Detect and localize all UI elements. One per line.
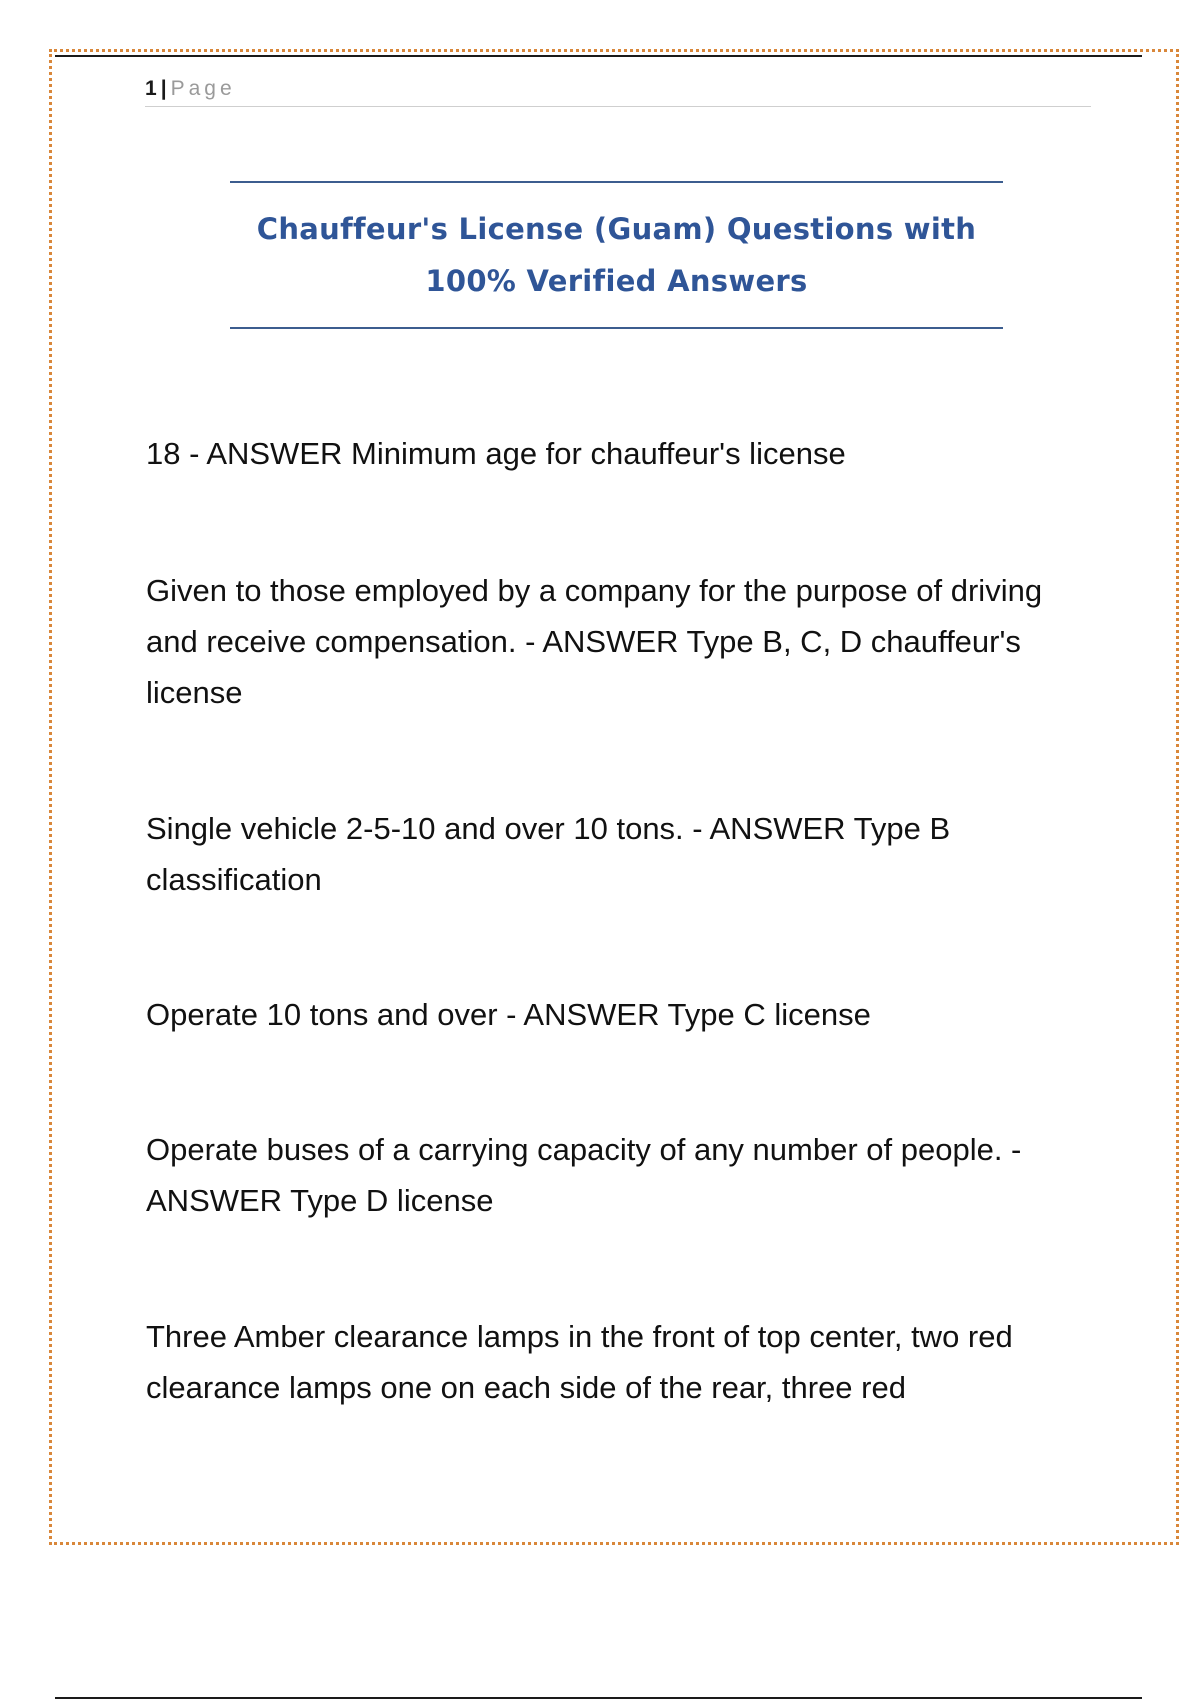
page-label: Page: [170, 77, 236, 100]
qa-item: Operate 10 tons and over - ANSWER Type C license: [146, 997, 871, 1032]
bottom-rule: [55, 1697, 1142, 1699]
document-title: [257, 203, 977, 307]
title-block: [230, 181, 1003, 329]
page-number: 1: [145, 77, 157, 100]
header-separator: |: [160, 77, 167, 100]
qa-item: Three Amber clearance lamps in the front of top center, two red clearance lamps one on each side of the rear, three red: [146, 1319, 1013, 1405]
page-header: [145, 72, 1091, 107]
top-rule: [55, 55, 1142, 57]
qa-item: 18 - ANSWER Minimum age for chauffeur's license: [146, 436, 846, 471]
title-line-1: Chauffeur's License (Guam) Questions with: [256, 212, 977, 246]
qa-item: Operate buses of a carrying capacity of any number of people. - ANSWER Type D license: [146, 1132, 1022, 1218]
qa-item: Given to those employed by a company for the purpose of driving and receive compensation. - ANSWER Type B, C, D chauffeur's license: [146, 573, 1043, 710]
title-line-2: 100% Verified Answers: [425, 264, 808, 298]
qa-item: Single vehicle 2-5-10 and over 10 tons. - ANSWER Type B classification: [146, 811, 951, 897]
